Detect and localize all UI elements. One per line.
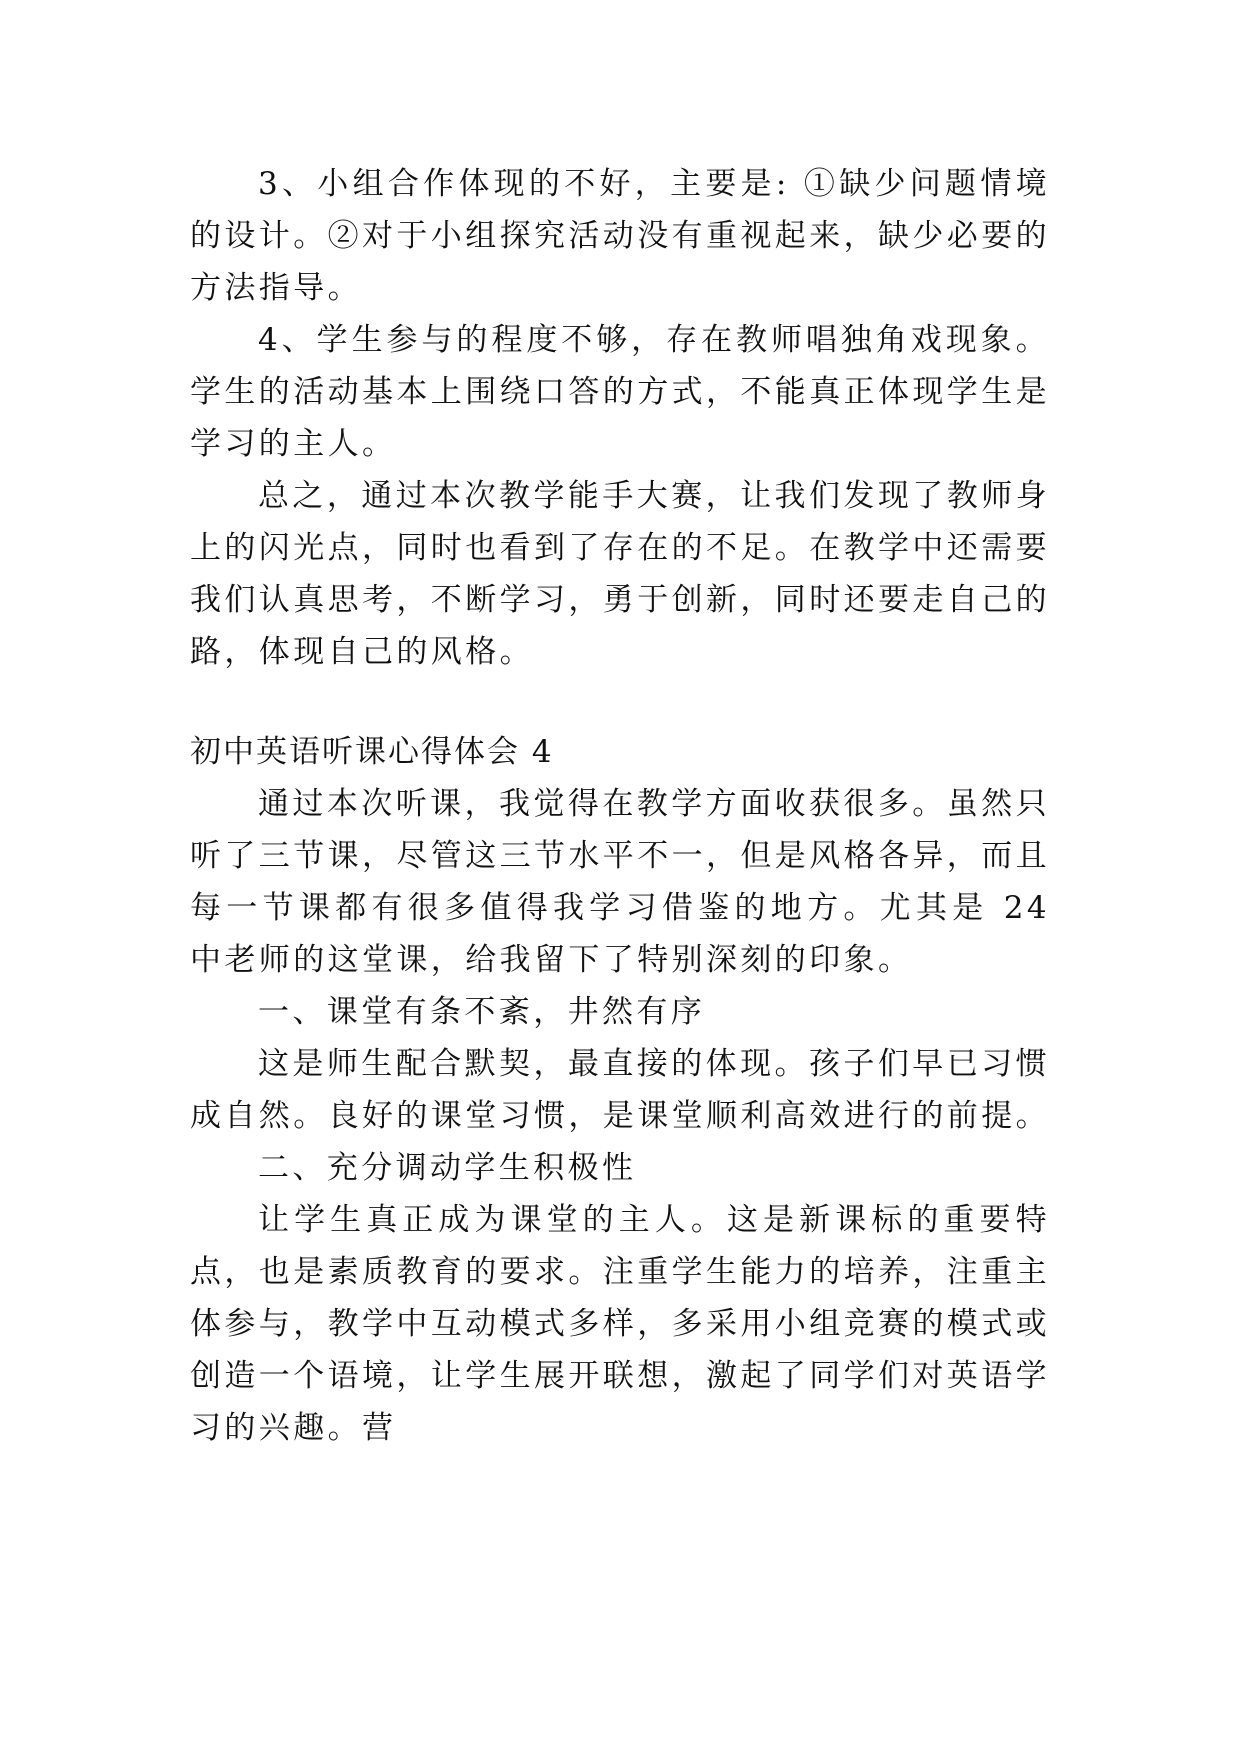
- document-body: [190, 158, 1050, 1454]
- paragraph-student-engagement: 让学生真正成为课堂的主人。这是新课标的重要特点，也是素质教育的要求。注重学生能力的培养，注重主体参与，教学中互动模式多样，多采用小组竞赛的模式或创造一个语境，让学生展开联想，激起了同学们对英语学习的兴趣。营: [190, 1202, 1050, 1446]
- paragraph-point-4: 4、学生参与的程度不够，存在教师唱独角戏现象。学生的活动基本上围绕口答的方式，不能真正体现学生是学习的主人。: [190, 322, 1050, 462]
- subheading-two: 二、充分调动学生积极性: [258, 1150, 637, 1186]
- paragraph-point-3: 3、小组合作体现的不好，主要是: ①缺少问题情境的设计。②对于小组探究活动没有重视起来，缺少必要的方法指导。: [190, 166, 1050, 306]
- section-heading: 初中英语听课心得体会 4: [190, 734, 554, 770]
- paragraph-classroom-order: 这是师生配合默契，最直接的体现。孩子们早已习惯成自然。良好的课堂习惯，是课堂顺利高效进行的前提。: [190, 1046, 1050, 1134]
- paragraph-summary: 总之，通过本次教学能手大赛，让我们发现了教师身上的闪光点，同时也看到了存在的不足。在教学中还需要我们认真思考，不断学习，勇于创新，同时还要走自己的路，体现自己的风格。: [190, 478, 1050, 670]
- paragraph-intro: 通过本次听课，我觉得在教学方面收获很多。虽然只听了三节课，尽管这三节水平不一，但是风格各异，而且每一节课都有很多值得我学习借鉴的地方。尤其是 24 中老师的这堂课，给我留下了特别深刻的印象。: [190, 786, 1050, 978]
- subheading-one: 一、课堂有条不紊，井然有序: [258, 994, 706, 1030]
